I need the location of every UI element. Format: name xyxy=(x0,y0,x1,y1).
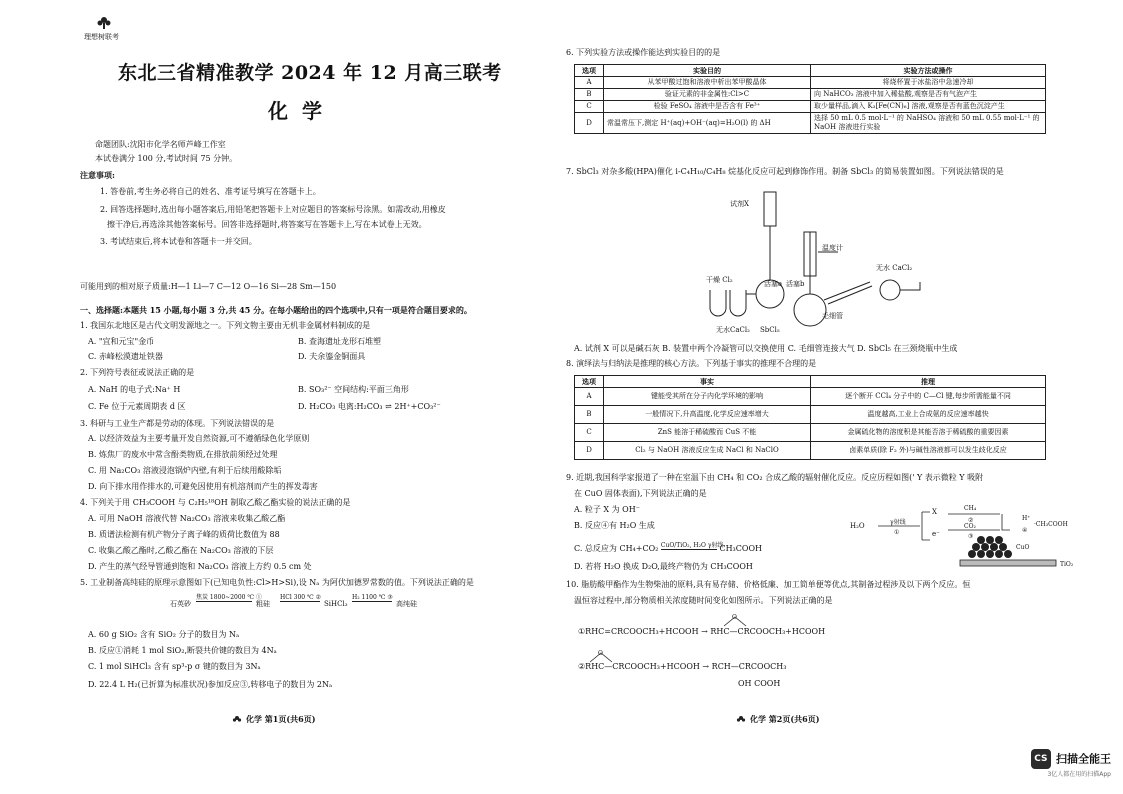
q3-option-d: D. 向下排水用作排水的,可避免因使用有机溶剂而产生的挥发毒害 xyxy=(88,482,318,491)
atomic-masses: 可能用到的相对原子质量:H—1 Li—7 C—12 O—16 Si—28 Sm—150 xyxy=(80,282,337,291)
q6-header-purpose: 实验目的 xyxy=(604,65,811,77)
q6-a-label: A xyxy=(575,77,604,89)
three-neck-flask xyxy=(794,294,826,326)
q10-reaction-2-substituents: OH COOH xyxy=(738,679,781,688)
notes-title: 注意事项: xyxy=(80,170,115,180)
q5-flow-crude-si: 粗硅 xyxy=(256,600,270,608)
q9-diagram-step4: ④ xyxy=(1022,527,1028,534)
q5-stem: 5. 工业制备高纯硅的原理示意图如下(已知电负性:Cl>H>Si),设 Nₐ 为阿伏加德罗常数的值。下列说法正确的是 xyxy=(80,578,474,587)
q7-label-dry-cl2: 干燥 Cl₂ xyxy=(706,276,733,284)
q6-stem: 6. 下列实验方法或操作能达到实验目的的是 xyxy=(566,48,721,57)
q9-diagram-x: X xyxy=(932,508,937,516)
q8-header-option: 选项 xyxy=(575,376,604,388)
note-2b: 擦干净后,再选涂其他答案标号。回答非选择题时,将答案写在答题卡上,写在本试卷上无效。 xyxy=(107,220,427,229)
note-2: 2. 回答选择题时,选出每小题答案后,用铅笔把答题卡上对应题目的答案标号涂黑。如需改动,用橡皮 xyxy=(100,205,446,214)
q9-c-reactants: C. 总反应为 CH₄+CO₂ xyxy=(574,544,659,553)
q8-table xyxy=(574,375,1046,460)
table-row xyxy=(575,113,1046,134)
q2-option-a: A. NaH 的电子式:Na⁺ H xyxy=(88,385,181,394)
org-name: 理想树联考 xyxy=(84,33,119,41)
q9-diagram-tio2: TiO₂ xyxy=(1060,561,1074,568)
q4-option-d: D. 产生的蒸气经导管通到饱和 Na₂CO₃ 溶液上方约 0.5 cm 处 xyxy=(88,562,312,571)
q1-option-b: B. 查海遗址龙形石堆塑 xyxy=(298,337,381,346)
q9-diagram-electron: e⁻ xyxy=(932,530,940,538)
table-row xyxy=(575,406,1046,424)
watermark-brand: 扫描全能王 xyxy=(1056,752,1111,766)
exam-title: 东北三省精准教学 2024 年 12 月高三联考 xyxy=(118,62,502,84)
q7-label-valve-b: 活塞b xyxy=(786,280,805,288)
q10-stem-1: 10. 脂肪酸甲酯作为生物柴油的原料,具有易存储、价格低廉、加工简单便等优点,其制备过程涉及以下两个反应。恒 xyxy=(566,580,971,589)
q2-stem: 2. 下列符号表征或说法正确的是 xyxy=(80,368,195,377)
note-3: 3. 考试结束后,将本试卷和答题卡一并交回。 xyxy=(100,237,257,246)
q6-table xyxy=(574,64,1046,134)
q6-b-method: 向 NaHCO₃ 溶液中加入稀盐酸,观察是否有气泡产生 xyxy=(811,89,1046,101)
q7-label-reagent-x: 试剂X xyxy=(730,200,749,208)
q4-option-b: B. 质谱法检测有机产物分子离子峰的质荷比数值为 88 xyxy=(88,530,280,539)
dropping-funnel xyxy=(764,192,776,226)
q9-option-c xyxy=(574,542,762,554)
q9-option-b: B. 反应④有 H₂O 生成 xyxy=(574,521,655,530)
q3-option-b: B. 炼焦厂的废水中常含酚类物质,在排放前须经过处理 xyxy=(88,450,278,459)
q10-reaction-1: ①RHC=CRCOOCH₃+HCOOH → RHC—CRCOOCH₃+HCOOH xyxy=(578,627,826,636)
q8-b-reasoning: 温度越高,工业上合成氨的反应速率越快 xyxy=(811,406,1046,424)
q1-option-a: A. "宜和元宝"金币 xyxy=(88,337,155,346)
page-footer-right: 化学 第2页(共6页) xyxy=(750,714,820,724)
q9-diagram-h2o: H₂O xyxy=(850,522,865,530)
q9-stem-2: 在 CuO 固体表面),下列说法正确的是 xyxy=(574,489,707,498)
q6-d-label: D xyxy=(575,113,604,134)
flower-logo-icon xyxy=(96,14,112,30)
q7-label-thermometer: 温度计 xyxy=(822,244,843,252)
q8-header-fact: 事实 xyxy=(604,376,811,388)
q5-option-c: C. 1 mol SiHCl₃ 含有 sp³-p σ 键的数目为 3Nₐ xyxy=(88,662,261,671)
q4-stem: 4. 下列关于用 CH₃COOH 与 C₂H₅¹⁸OH 制取乙酸乙酯实验的说法正确的是 xyxy=(80,498,351,507)
table-row xyxy=(575,424,1046,442)
right-page xyxy=(560,0,1123,794)
q9-diagram-co2: CO₂ xyxy=(964,523,976,530)
q5-flow-step1: 焦炭 1800~2000 ℃ ① xyxy=(196,594,263,601)
q8-stem: 8. 演绎法与归纳法是推理的核心方法。下列基于事实的推理不合理的是 xyxy=(566,359,817,368)
camscanner-logo-icon: CS xyxy=(1031,749,1051,769)
q9-diagram-step2: ② xyxy=(968,517,974,524)
q9-stem-1: 9. 近期,我国科学家报道了一种在室温下由 CH₄ 和 CO₂ 合成乙酸的辐射催化反应。反应历程如图(' Y 表示微粒 Y 吸附 xyxy=(566,473,984,482)
q4-option-a: A. 可用 NaOH 溶液代替 Na₂CO₃ 溶液来收集乙酸乙酯 xyxy=(88,514,286,523)
q6-a-purpose: 从苯甲酸过饱和溶液中析出苯甲酸晶体 xyxy=(604,77,811,89)
note-1: 1. 答卷前,考生务必将自己的姓名、准考证号填写在答题卡上。 xyxy=(100,187,321,196)
q8-d-reasoning: 卤素单质(除 F₂ 外)与碱性溶液都可以发生歧化反应 xyxy=(811,442,1046,460)
watermark-sub: 3亿人都在用的扫描App xyxy=(1047,770,1111,778)
table-row xyxy=(575,442,1046,460)
svg-text:O: O xyxy=(732,614,737,621)
q3-option-c: C. 用 Na₂CO₃ 溶液浸泡锅炉内壁,有利于后续用酸除垢 xyxy=(88,466,282,475)
q6-d-purpose: 常温常压下,测定 H⁺(aq)+OH⁻(aq)=H₂O(l) 的 ΔH xyxy=(604,113,811,134)
q7-label-capillary: 毛细管 xyxy=(822,312,843,320)
q5-option-d: D. 22.4 L H₂(已折算为标准状况)参加反应③,转移电子的数目为 2Nₐ xyxy=(88,680,333,689)
q6-header-option: 选项 xyxy=(575,65,604,77)
q8-c-fact: ZnS 能溶于稀硫酸而 CuS 不能 xyxy=(604,424,811,442)
q9-diagram-cuo: CuO xyxy=(1016,544,1030,551)
q6-c-purpose: 检验 FeSO₄ 溶液中是否含有 Fe³⁺ xyxy=(604,101,811,113)
q5-flow-step2: HCl 300 ℃ ② xyxy=(280,594,322,601)
q6-b-purpose: 验证元素的非金属性:Cl>C xyxy=(604,89,811,101)
q5-flow-pure-si: 高纯硅 xyxy=(396,600,417,608)
q9-diagram-step1: ① xyxy=(894,529,900,536)
table-row xyxy=(575,101,1046,113)
q9-diagram-gamma: γ射线 xyxy=(890,519,906,526)
q6-c-method: 取少量样品,滴入 K₃[Fe(CN)₆] 溶液,观察是否有蓝色沉淀产生 xyxy=(811,101,1046,113)
q9-diagram-product: ·CH₃COOH xyxy=(1034,521,1068,528)
q5-option-b: B. 反应①消耗 1 mol SiO₂,断裂共价键的数目为 4Nₐ xyxy=(88,646,277,655)
q6-b-label: B xyxy=(575,89,604,101)
q8-b-fact: 一般情况下,升高温度,化学反应速率增大 xyxy=(604,406,811,424)
scanner-watermark xyxy=(1031,748,1111,778)
q7-stem: 7. SbCl₃ 对杂多酸(HPA)催化 i-C₄H₁₀/C₄H₈ 烷基化反应可起到修饰作用。制备 SbCl₃ 的简易装置如图。下列说法错误的是 xyxy=(566,167,1004,176)
q7-label-cacl2-left: 无水CaCl₂ xyxy=(716,326,750,334)
footer-logo-icon xyxy=(736,714,746,724)
q1-option-c: C. 赤峰松漠遗址铁器 xyxy=(88,352,163,361)
u-tube-left xyxy=(710,290,726,316)
subject-title: 化学 xyxy=(268,99,336,123)
collection-flask xyxy=(880,280,900,300)
q5-flow-sihcl3: SiHCl₃ xyxy=(324,600,348,608)
q9-diagram-step3: ③ xyxy=(968,533,974,540)
q7-options: A. 试剂 X 可以是碱石灰 B. 装置中两个冷凝管可以交换使用 C. 毛细管连接大气 D. SbCl₅ 在三颈烧瓶中生成 xyxy=(574,344,958,353)
q6-c-label: C xyxy=(575,101,604,113)
q9-c-product: CH₃COOH xyxy=(719,544,762,553)
page-footer-left: 化学 第1页(共6页) xyxy=(246,714,316,724)
q6-header-method: 实验方法或操作 xyxy=(811,65,1046,77)
info-line: 本试卷满分 100 分,考试时间 75 分钟。 xyxy=(95,154,238,163)
q5-option-a: A. 60 g SiO₂ 含有 SiO₂ 分子的数目为 Nₐ xyxy=(88,630,240,639)
q8-d-label: D xyxy=(575,442,604,460)
section-heading: 一、选择题:本题共 15 小题,每小题 3 分,共 45 分。在每小题给出的四个选项中,只有一项是符合题目要求的。 xyxy=(80,305,472,315)
q2-option-b: B. SO₃²⁻ 空间结构:平面三角形 xyxy=(298,385,409,394)
footer-logo-icon xyxy=(232,714,242,724)
q8-d-fact: Cl₂ 与 NaOH 溶液反应生成 NaCl 和 NaClO xyxy=(604,442,811,460)
q7-label-valve-a: 活塞a xyxy=(764,280,783,288)
q1-option-d: D. 夫余鎏金铜面具 xyxy=(298,352,366,361)
q10-reaction-2: ②RHC—CRCOOCH₃+HCOOH → RCH—CRCOOCH₃ xyxy=(578,662,787,671)
q3-stem: 3. 科研与工业生产都是劳动的体现。下列说法错误的是 xyxy=(80,419,275,428)
q5-flow-quartz: 石英砂 xyxy=(170,600,191,608)
table-row xyxy=(575,77,1046,89)
table-row xyxy=(575,89,1046,101)
q9-option-d: D. 若将 H₂O 换成 D₂O,最终产物仍为 CH₃COOH xyxy=(574,562,753,571)
q7-label-sbcl5: SbCl₅ xyxy=(760,326,780,334)
q8-c-label: C xyxy=(575,424,604,442)
q7-label-cacl2-right: 无水 CaCl₂ xyxy=(876,264,913,272)
q6-d-method: 选择 50 mL 0.5 mol·L⁻¹ 的 NaHSO₄ 溶液和 50 mL 0.55 mol·L⁻¹ 的 NaOH 溶液进行实验 xyxy=(811,113,1046,134)
q8-c-reasoning: 金属硫化物的溶度积是其能否溶于稀硫酸的重要因素 xyxy=(811,424,1046,442)
q8-a-reasoning: 逐个断开 CCl₄ 分子中的 C—Cl 键,每步所需能量不同 xyxy=(811,388,1046,406)
q9-diagram-ch4: CH₄ xyxy=(964,505,977,512)
q1-stem: 1. 我国东北地区是古代文明发源地之一。下列文物主要由无机非金属材料制成的是 xyxy=(80,321,371,330)
q9-c-arrow: CuO/TiO₂, H₂O γ射线 xyxy=(660,542,724,549)
left-page xyxy=(0,0,560,794)
q2-option-c: C. Fe 位于元素周期表 d 区 xyxy=(88,402,186,411)
q5-flow-step3: H₂ 1100 ℃ ③ xyxy=(352,594,393,601)
q8-header-reasoning: 推理 xyxy=(811,376,1046,388)
q4-option-c: C. 收集乙酸乙酯时,乙酸乙酯在 Na₂CO₃ 溶液的下层 xyxy=(88,546,274,555)
team-line: 命题团队:沈阳市化学名师芦峰工作室 xyxy=(95,140,226,149)
q8-a-fact: 键能受其所在分子内化学环境的影响 xyxy=(604,388,811,406)
q6-a-method: 将烧杯置于冰盐浴中急速冷却 xyxy=(811,77,1046,89)
q9-diagram-h-plus: H⁺ xyxy=(1022,515,1031,522)
q2-option-d: D. H₂CO₃ 电离:H₂CO₃ ⇌ 2H⁺+CO₃²⁻ xyxy=(298,402,441,411)
q8-a-label: A xyxy=(575,388,604,406)
q8-b-label: B xyxy=(575,406,604,424)
table-row xyxy=(575,388,1046,406)
q9-option-a: A. 粒子 X 为 OH⁻ xyxy=(574,505,640,514)
q10-stem-2: 温恒容过程中,部分物质相关浓度随时间变化如图所示。下列说法正确的是 xyxy=(574,596,833,605)
q3-option-a: A. 以经济效益为主要考量开发自然资源,可不遵循绿色化学原则 xyxy=(88,434,310,443)
svg-text:O: O xyxy=(598,650,603,657)
epoxide-ring-1-icon xyxy=(720,614,750,628)
